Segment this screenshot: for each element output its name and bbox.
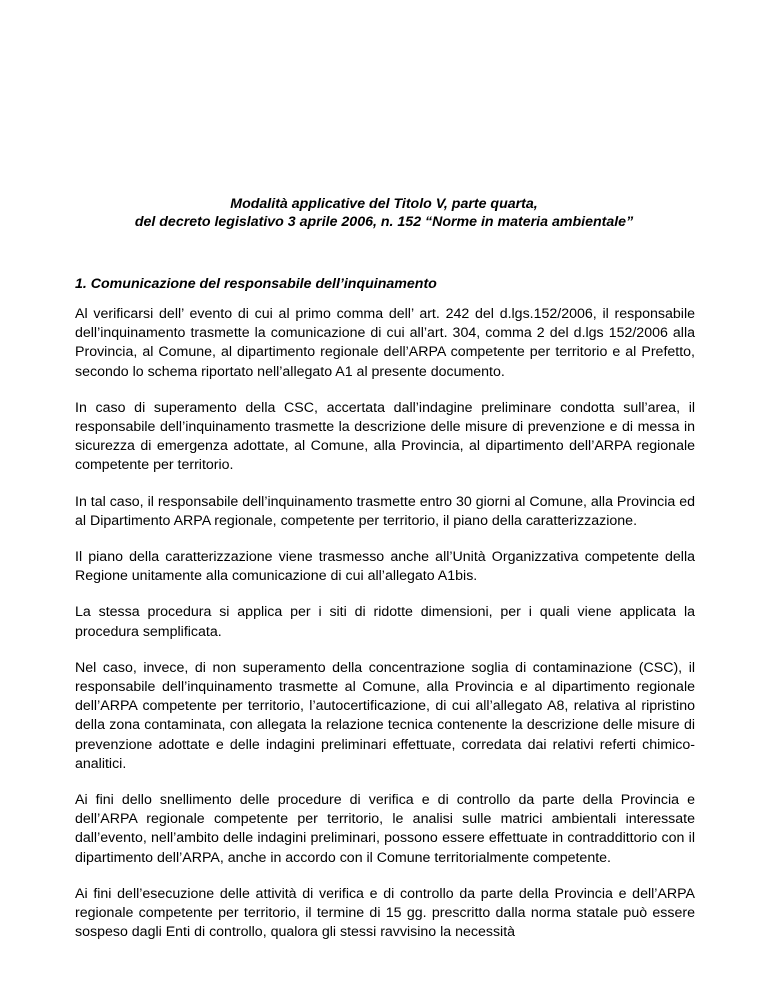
document-title-line-1: Modalità applicative del Titolo V, parte quarta,	[230, 196, 538, 212]
paragraph: In tal caso, il responsabile dell’inquinamento trasmette entro 30 giorni al Comune, alla Provincia ed al Dipartimento ARPA regionale, competente per territorio, il piano della caratterizzazione.	[75, 493, 695, 529]
paragraph: In caso di superamento della CSC, accertata dall’indagine preliminare condotta sull’area, il responsabile dell’inquinamento trasmette la descrizione delle misure di prevenzione e di messa in sicurezza di emergenza adottate, al Comune, alla Provincia, al dipartimento dell’ARPA regionale competente per territorio.	[75, 399, 695, 474]
paragraph: Nel caso, invece, di non superamento della concentrazione soglia di contaminazione (CSC), il responsabile dell’inquinamento trasmette al Comune, alla Provincia e al dipartimento regionale dell’ARPA competente per territorio, l’autocertificazione, di cui all’allegato A8, relativa al ripristino della zona contaminata, con allegata la relazione tecnica contenente la descrizione delle misure di prevenzione adottate e delle indagini preliminari effettuate, corredata dai relativi referti chimico-analitici.	[75, 659, 695, 772]
document-title-line-2: del decreto legislativo 3 aprile 2006, n. 152 “Norme in materia ambientale”	[134, 214, 634, 230]
section-body	[75, 305, 695, 959]
paragraph: Il piano della caratterizzazione viene trasmesso anche all’Unità Organizzativa competente della Regione unitamente alla comunicazione di cui all’allegato A1bis.	[75, 549, 695, 585]
paragraph: Al verificarsi dell’ evento di cui al primo comma dell’ art. 242 del d.lgs.152/2006, il responsabile dell’inquinamento trasmette la comunicazione di cui all’art. 304, comma 2 del d.lgs 152/2006 alla Provincia, al Comune, al dipartimento regionale dell’ARPA competente per territorio e al Prefetto, secondo lo schema riportato nell’allegato A1 al presente documento.	[75, 306, 695, 380]
paragraph: La stessa procedura si applica per i siti di ridotte dimensioni, per i quali viene applicata la procedura semplificata.	[75, 604, 695, 640]
paragraph: Ai fini dello snellimento delle procedure di verifica e di controllo da parte della Provincia e dell’ARPA regionale competente per territorio, le analisi sulle matrici ambientali interessate dall’evento, nell’ambito delle indagini preliminari, possono essere effettuate in contraddittorio con il dipartimento dell’ARPA, anche in accordo con il Comune territorialmente competente.	[75, 792, 695, 866]
section-heading: 1. Comunicazione del responsabile dell’inquinamento	[75, 276, 437, 292]
document-title	[60, 195, 708, 231]
paragraph: Ai fini dell’esecuzione delle attività di verifica e di controllo da parte della Provincia e dell’ARPA regionale competente per territorio, il termine di 15 gg. prescritto dalla norma statale può essere sospeso dagli Enti di controllo, qualora gli stessi ravvisino la necessità	[75, 885, 695, 941]
